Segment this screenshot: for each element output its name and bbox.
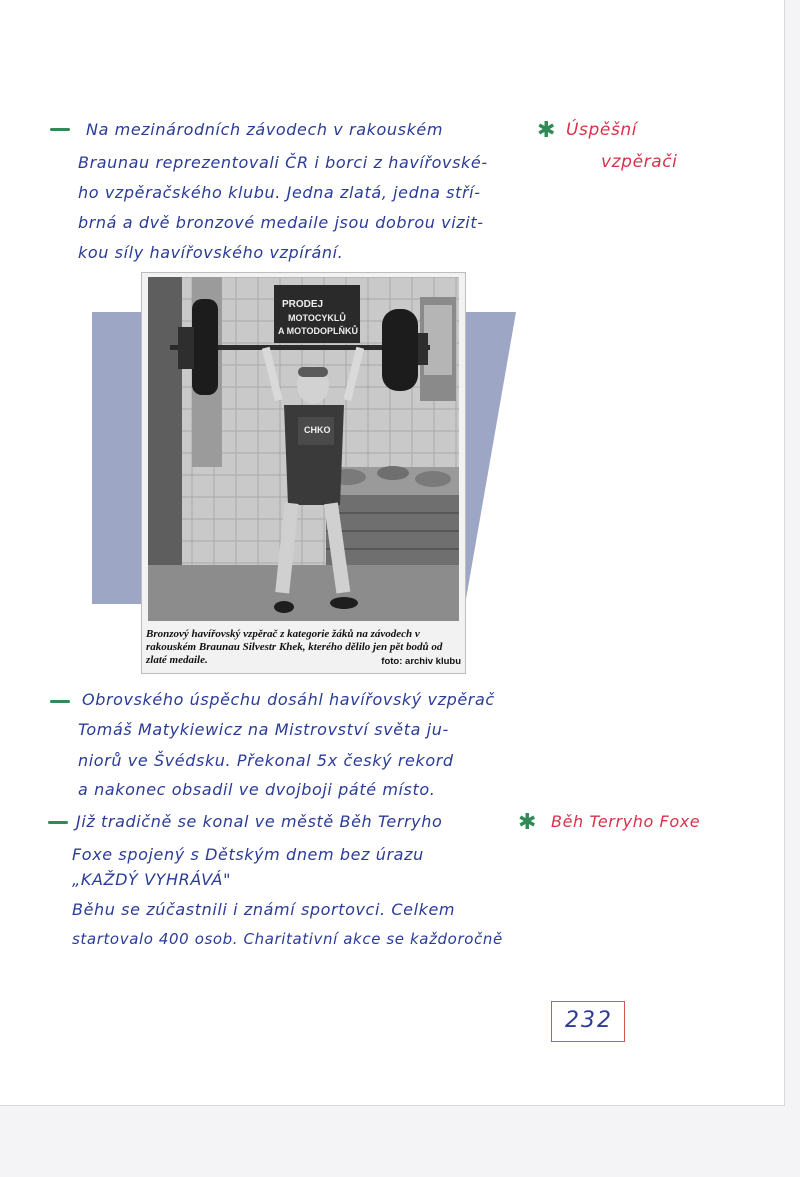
bullet-dash bbox=[48, 821, 68, 824]
newspaper-clipping bbox=[141, 272, 466, 674]
paragraph2-line: niorů ve Švédsku. Překonal 5x český rekord bbox=[78, 751, 454, 770]
photo-credit: foto: archiv klubu bbox=[381, 656, 461, 667]
clipping-caption: Bronzový havířovský vzpěrač z kategorie žáků na závodech v rakouském Braunau Silvestr Khek, kterého dělilo jen pět bodů od zlaté medaile. bbox=[146, 628, 443, 666]
paragraph3-line: Již tradičně se konal ve městě Běh Terryho bbox=[76, 812, 443, 831]
weightlifter-photo bbox=[148, 277, 459, 621]
paragraph3-line: „KAŽDÝ VYHRÁVÁ" bbox=[72, 870, 232, 889]
paragraph2-line: Obrovského úspěchu dosáhl havířovský vzpěrač bbox=[82, 690, 495, 709]
bullet-dash bbox=[50, 700, 70, 703]
paragraph2-line: a nakonec obsadil ve dvojboji páté místo. bbox=[78, 780, 436, 799]
page-number: 232 bbox=[565, 1008, 613, 1033]
paragraph1-line: kou síly havířovského vzpírání. bbox=[78, 243, 344, 262]
sign-line: PRODEJ bbox=[282, 299, 324, 310]
asterisk-icon: ✱ bbox=[537, 118, 556, 143]
paragraph2-line: Tomáš Matykiewicz na Mistrovství světa ju- bbox=[78, 720, 449, 739]
sign-line: MOTOCYKLŮ bbox=[288, 313, 346, 323]
paragraph1-line: brná a dvě bronzové medaile jsou dobrou vizit- bbox=[78, 213, 484, 232]
paragraph3-line: Běhu se zúčastnili i známí sportovci. Celkem bbox=[72, 900, 456, 919]
margin-note: Běh Terryho Foxe bbox=[551, 812, 701, 831]
paragraph3-line: Foxe spojený s Dětským dnem bez úrazu bbox=[72, 845, 424, 864]
shirt-text: CHKO bbox=[304, 425, 331, 435]
margin-note-line: Úspěšní bbox=[566, 120, 638, 140]
paragraph1-line: Braunau reprezentovali ČR i borci z havířovské- bbox=[78, 153, 488, 172]
asterisk-icon: ✱ bbox=[518, 810, 537, 835]
sign-line: A MOTODOPLŇKŮ bbox=[278, 326, 358, 336]
paragraph3-line: startovalo 400 osob. Charitativní akce se každoročně bbox=[72, 930, 503, 948]
paragraph1-line: ho vzpěračského klubu. Jedna zlatá, jedna stří- bbox=[78, 183, 481, 202]
bullet-dash bbox=[50, 128, 70, 131]
paragraph1-line: Na mezinárodních závodech v rakouském bbox=[86, 120, 444, 139]
margin-note-line: vzpěrači bbox=[601, 152, 678, 172]
